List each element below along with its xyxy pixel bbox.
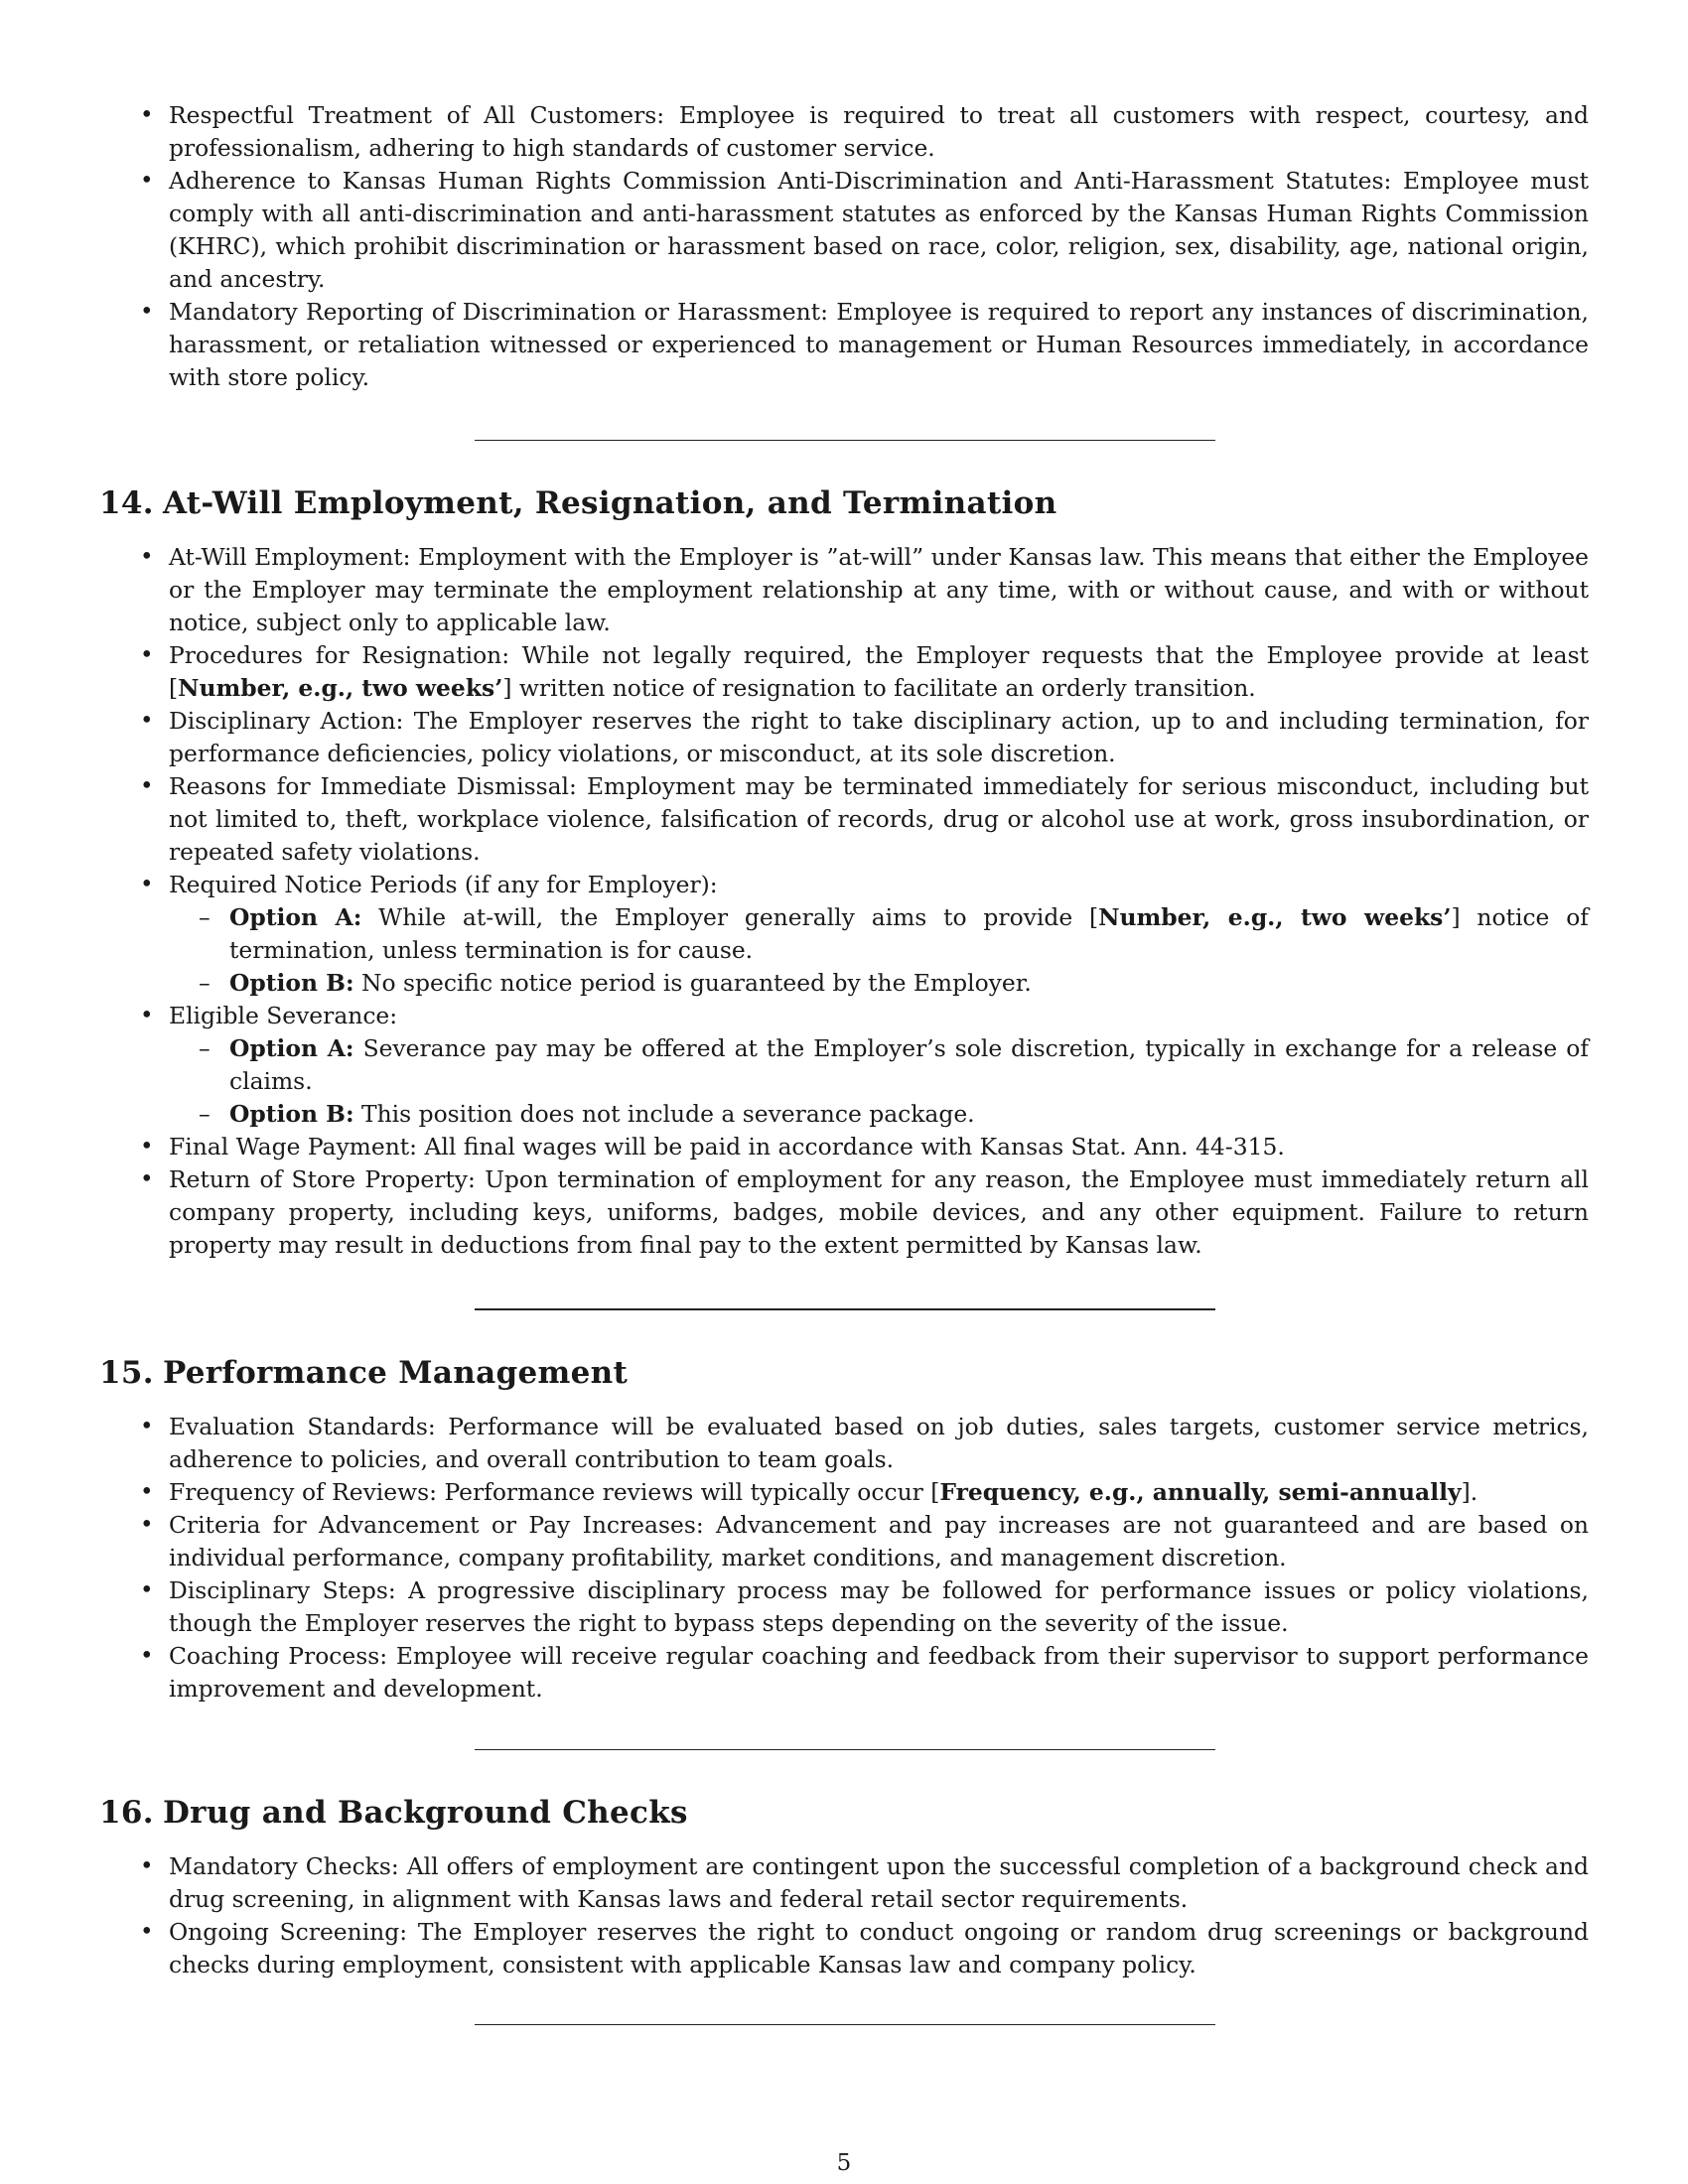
sub-list	[169, 901, 1589, 1000]
bullet-list	[99, 99, 1589, 394]
section-title: Drug and Background Checks	[163, 1795, 688, 1831]
section-divider	[475, 440, 1215, 441]
text-run: Procedures for Resignation: While not legally required, the Employer requests that the Employee provide at least [	[169, 641, 1589, 702]
section-divider	[475, 2024, 1215, 2025]
option-label: Option A:	[229, 1034, 354, 1062]
placeholder-field: Frequency, e.g., annually, semi-annually	[939, 1478, 1462, 1506]
list-item: • Coaching Process: Employee will receive regular coaching and feedback from their supervisor to support performance improvement and development.	[99, 1640, 1589, 1706]
list-item: • Return of Store Property: Upon termination of employment for any reason, the Employee must immediately return all company property, including keys, uniforms, badges, mobile devices, and any other equipment. Failure to return property may result in deductions from final pay to the extent permitted by Kansas law.	[99, 1163, 1589, 1262]
section-divider	[475, 1749, 1215, 1750]
sub-list	[169, 1032, 1589, 1131]
option-label: Option A:	[229, 903, 362, 931]
placeholder-field: Number, e.g., two weeks’	[1098, 903, 1452, 931]
section-divider	[475, 1308, 1215, 1310]
list-item: • Ongoing Screening: The Employer reserves the right to conduct ongoing or random drug screenings or background checks during employment, consistent with applicable Kansas law and company policy.	[99, 1916, 1589, 1981]
list-item: • Disciplinary Action: The Employer reserves the right to take disciplinary action, up to and including termination, for performance deficiencies, policy violations, or misconduct, at its sole discretion.	[99, 705, 1589, 770]
list-item: • Final Wage Payment: All final wages will be paid in accordance with Kansas Stat. Ann. 44-315.	[99, 1131, 1589, 1163]
list-item	[99, 869, 1589, 1000]
list-item: • Adherence to Kansas Human Rights Commission Anti-Discrimination and Anti-Harassment Statutes: Employee must comply with all anti-discrimination and anti-harassment statutes as enforced by the Kansas Human Rights Commission (KHRC), which prohibit discrimination or harassment based on race, color, religion, sex, disability, age, national origin, and ancestry.	[99, 165, 1589, 296]
section-16-body	[99, 1850, 1589, 1981]
sub-list-item	[169, 1098, 1589, 1131]
list-item	[99, 1000, 1589, 1131]
text-run: Frequency of Reviews: Performance reviews will typically occur [	[169, 1478, 940, 1506]
text-run: This position does not include a severance package.	[353, 1100, 975, 1128]
sub-list-item	[169, 1032, 1589, 1098]
list-item: • Mandatory Reporting of Discrimination or Harassment: Employee is required to report any instances of discrimination, harassment, or retaliation witnessed or experienced to management or Human Resources immediately, in accordance with store policy.	[99, 296, 1589, 394]
text-run: No specific notice period is guaranteed by the Employer.	[353, 969, 1032, 997]
list-item	[99, 1476, 1589, 1509]
text-run: Required Notice Periods (if any for Employer):	[169, 871, 718, 898]
bullet-list	[99, 1411, 1589, 1706]
text-run: Eligible Severance:	[169, 1002, 398, 1029]
page-number: 5	[836, 2150, 852, 2176]
list-item: • Evaluation Standards: Performance will be evaluated based on job duties, sales targets, customer service metrics, adherence to policies, and overall contribution to team goals.	[99, 1411, 1589, 1476]
section-number: 14.	[99, 485, 154, 521]
list-item: • Criteria for Advancement or Pay Increases: Advancement and pay increases are not guaranteed and are based on individual performance, company profitability, market conditions, and management discretion.	[99, 1509, 1589, 1574]
section-13-tail	[99, 99, 1589, 394]
section-14-body	[99, 541, 1589, 1262]
section-number: 16.	[99, 1795, 154, 1831]
section-number: 15.	[99, 1355, 154, 1391]
bullet-list	[99, 1850, 1589, 1981]
section-15-body	[99, 1411, 1589, 1706]
list-item: • At-Will Employment: Employment with the Employer is ”at-will” under Kansas law. This means that either the Employee or the Employer may terminate the employment relationship at any time, with or without cause, and with or without notice, subject only to applicable law.	[99, 541, 1589, 639]
text-run: ] notice of termination, unless termination is for cause.	[229, 903, 1589, 964]
list-item: • Reasons for Immediate Dismissal: Employment may be terminated immediately for serious misconduct, including but not limited to, theft, workplace violence, falsification of records, drug or alcohol use at work, gross insubordination, or repeated safety violations.	[99, 770, 1589, 869]
section-14-heading	[99, 485, 1056, 521]
list-item	[99, 639, 1589, 705]
text-run: ].	[1461, 1478, 1478, 1506]
option-label: Option B:	[229, 1100, 354, 1128]
section-16-heading	[99, 1795, 688, 1831]
option-label: Option B:	[229, 969, 354, 997]
text-run: ] written notice of resignation to facilitate an orderly transition.	[502, 674, 1256, 702]
placeholder-field: Number, e.g., two weeks’	[178, 674, 503, 702]
text-run: While at-will, the Employer generally aims to provide [	[361, 903, 1099, 931]
section-title: At-Will Employment, Resignation, and Termination	[163, 485, 1057, 521]
sub-list-item	[169, 901, 1589, 967]
bullet-list	[99, 541, 1589, 1262]
section-title: Performance Management	[163, 1355, 629, 1391]
section-15-heading	[99, 1355, 628, 1391]
list-item: • Mandatory Checks: All offers of employment are contingent upon the successful completion of a background check and drug screening, in alignment with Kansas laws and federal retail sector requirements.	[99, 1850, 1589, 1916]
text-run: Severance pay may be offered at the Employer’s sole discretion, typically in exchange for a release of claims.	[229, 1034, 1589, 1095]
list-item: • Disciplinary Steps: A progressive disciplinary process may be followed for performance issues or policy violations, though the Employer reserves the right to bypass steps depending on the severity of the issue.	[99, 1574, 1589, 1640]
sub-list-item	[169, 967, 1589, 1000]
list-item: • Respectful Treatment of All Customers: Employee is required to treat all customers with respect, courtesy, and professionalism, adhering to high standards of customer service.	[99, 99, 1589, 165]
